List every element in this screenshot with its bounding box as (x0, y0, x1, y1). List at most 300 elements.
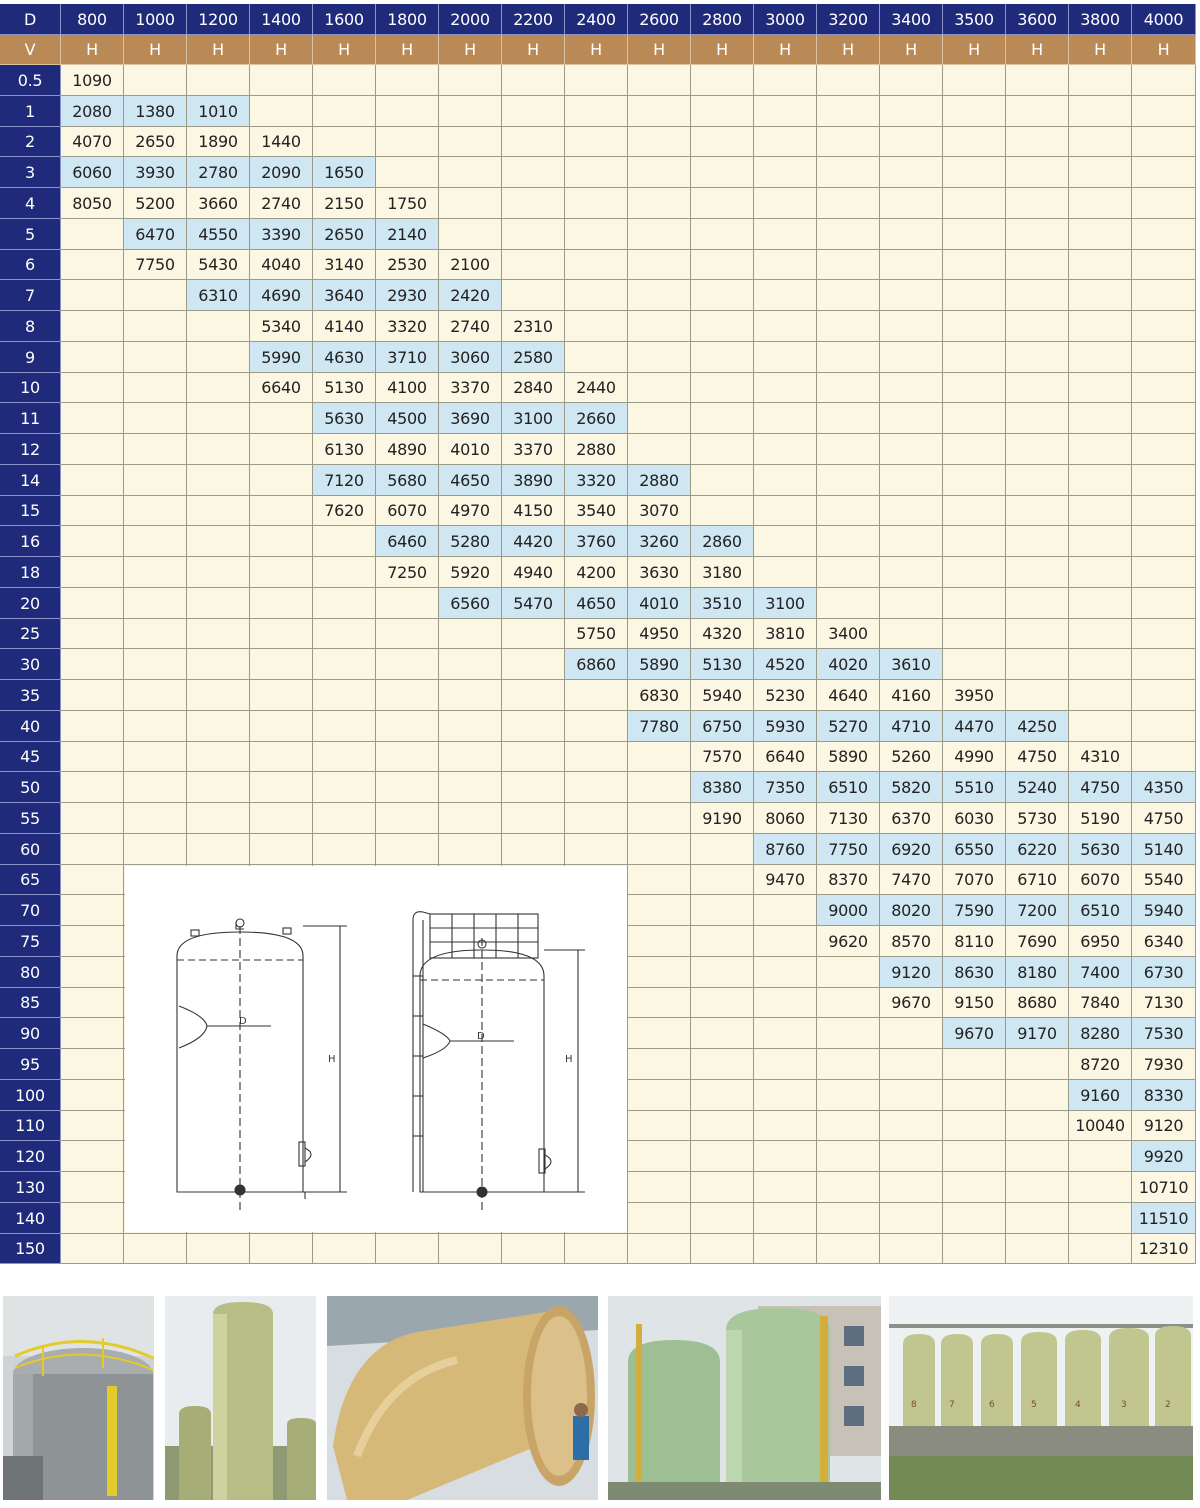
empty-cell (628, 342, 691, 373)
empty-cell (691, 1080, 754, 1111)
height-value-cell: 5130 (691, 649, 754, 680)
empty-cell (1006, 65, 1069, 96)
height-value-cell: 3690 (439, 403, 502, 434)
empty-cell (880, 65, 943, 96)
empty-cell (943, 465, 1006, 496)
height-value-cell: 4640 (817, 680, 880, 711)
empty-cell (124, 311, 187, 342)
empty-cell (439, 680, 502, 711)
height-value-cell: 5130 (313, 373, 376, 403)
empty-cell (61, 926, 124, 957)
empty-cell (124, 649, 187, 680)
empty-cell (817, 219, 880, 250)
empty-cell (124, 680, 187, 711)
empty-cell (124, 280, 187, 311)
height-value-cell: 9170 (1006, 1018, 1069, 1049)
tank-number: 8 (911, 1400, 917, 1410)
vertical-tank-left (177, 919, 347, 1211)
empty-cell (880, 403, 943, 434)
empty-cell (691, 834, 754, 865)
empty-cell (1132, 96, 1196, 127)
height-value-cell: 8060 (754, 803, 817, 834)
empty-cell (691, 342, 754, 373)
empty-cell (502, 1234, 565, 1264)
empty-cell (313, 803, 376, 834)
empty-cell (880, 157, 943, 188)
empty-cell (943, 96, 1006, 127)
empty-cell (817, 1080, 880, 1111)
height-value-cell: 4100 (376, 373, 439, 403)
empty-cell (1006, 649, 1069, 680)
height-value-cell: 6640 (250, 373, 313, 403)
empty-cell (880, 1018, 943, 1049)
height-value-cell: 9190 (691, 803, 754, 834)
volume-label: 18 (0, 557, 61, 588)
height-column-label: H (754, 35, 817, 65)
empty-cell (124, 711, 187, 742)
height-value-cell: 4750 (1006, 742, 1069, 772)
empty-cell (565, 311, 628, 342)
empty-cell (250, 65, 313, 96)
diameter-header: 800 (61, 4, 124, 35)
height-value-cell: 2840 (502, 373, 565, 403)
empty-cell (943, 1111, 1006, 1141)
empty-cell (1132, 157, 1196, 188)
empty-cell (943, 1234, 1006, 1264)
empty-cell (1069, 127, 1132, 157)
height-value-cell: 2140 (376, 219, 439, 250)
empty-cell (61, 557, 124, 588)
empty-cell (187, 772, 250, 803)
empty-cell (880, 342, 943, 373)
empty-cell (691, 157, 754, 188)
empty-cell (817, 1172, 880, 1203)
empty-cell (1069, 96, 1132, 127)
height-value-cell: 5280 (439, 526, 502, 557)
height-value-cell: 4160 (880, 680, 943, 711)
height-value-cell: 3370 (439, 373, 502, 403)
empty-cell (124, 434, 187, 465)
height-value-cell: 3540 (565, 496, 628, 526)
volume-label: 9 (0, 342, 61, 373)
empty-cell (61, 1203, 124, 1234)
height-value-cell: 6060 (61, 157, 124, 188)
empty-cell (61, 895, 124, 926)
height-column-label: H (124, 35, 187, 65)
diameter-header: 3000 (754, 4, 817, 35)
height-value-cell: 4650 (565, 588, 628, 619)
height-value-cell: 4750 (1069, 772, 1132, 803)
empty-cell (376, 619, 439, 649)
empty-cell (1006, 188, 1069, 219)
empty-cell (61, 588, 124, 619)
height-value-cell: 3390 (250, 219, 313, 250)
height-value-cell: 5680 (376, 465, 439, 496)
empty-cell (880, 311, 943, 342)
height-value-cell: 6550 (943, 834, 1006, 865)
diameter-header: 2400 (565, 4, 628, 35)
height-value-cell: 4970 (439, 496, 502, 526)
height-value-cell: 6310 (187, 280, 250, 311)
height-value-cell: 2660 (565, 403, 628, 434)
height-value-cell: 3890 (502, 465, 565, 496)
empty-cell (187, 649, 250, 680)
height-value-cell: 9470 (754, 865, 817, 895)
empty-cell (1132, 373, 1196, 403)
empty-cell (61, 1018, 124, 1049)
empty-cell (691, 957, 754, 988)
height-value-cell: 5240 (1006, 772, 1069, 803)
height-value-cell: 4710 (880, 711, 943, 742)
empty-cell (628, 250, 691, 280)
height-value-cell: 5890 (817, 742, 880, 772)
empty-cell (187, 403, 250, 434)
empty-cell (313, 619, 376, 649)
height-value-cell: 5340 (250, 311, 313, 342)
empty-cell (817, 588, 880, 619)
empty-cell (61, 250, 124, 280)
volume-label: 80 (0, 957, 61, 988)
empty-cell (187, 526, 250, 557)
volume-label: 11 (0, 403, 61, 434)
empty-cell (187, 711, 250, 742)
empty-cell (61, 649, 124, 680)
height-value-cell: 7750 (817, 834, 880, 865)
empty-cell (124, 342, 187, 373)
empty-cell (61, 403, 124, 434)
height-value-cell: 2080 (61, 96, 124, 127)
empty-cell (943, 1141, 1006, 1172)
empty-cell (502, 803, 565, 834)
volume-label: 10 (0, 373, 61, 403)
empty-cell (313, 96, 376, 127)
empty-cell (943, 1080, 1006, 1111)
empty-cell (628, 772, 691, 803)
height-value-cell: 6470 (124, 219, 187, 250)
height-value-cell: 8370 (817, 865, 880, 895)
height-value-cell: 6710 (1006, 865, 1069, 895)
empty-cell (565, 834, 628, 865)
empty-cell (1006, 1080, 1069, 1111)
empty-cell (1069, 465, 1132, 496)
empty-cell (376, 803, 439, 834)
empty-cell (754, 342, 817, 373)
empty-cell (880, 1172, 943, 1203)
height-value-cell: 1380 (124, 96, 187, 127)
empty-cell (250, 619, 313, 649)
empty-cell (376, 772, 439, 803)
height-value-cell: 2420 (439, 280, 502, 311)
height-value-cell: 6220 (1006, 834, 1069, 865)
empty-cell (628, 895, 691, 926)
empty-cell (124, 496, 187, 526)
empty-cell (817, 957, 880, 988)
height-value-cell: 2150 (313, 188, 376, 219)
height-value-cell: 2880 (628, 465, 691, 496)
height-value-cell: 8280 (1069, 1018, 1132, 1049)
height-value-cell: 8110 (943, 926, 1006, 957)
height-value-cell: 5140 (1132, 834, 1196, 865)
empty-cell (754, 188, 817, 219)
empty-cell (313, 742, 376, 772)
empty-cell (628, 1080, 691, 1111)
empty-cell (817, 1203, 880, 1234)
height-column-label: H (691, 35, 754, 65)
height-value-cell: 4470 (943, 711, 1006, 742)
height-value-cell: 5430 (187, 250, 250, 280)
height-value-cell: 3100 (502, 403, 565, 434)
height-value-cell: 9670 (943, 1018, 1006, 1049)
empty-cell (628, 1111, 691, 1141)
empty-cell (376, 680, 439, 711)
diameter-header: 3800 (1069, 4, 1132, 35)
height-value-cell: 4140 (313, 311, 376, 342)
empty-cell (754, 311, 817, 342)
volume-label: 85 (0, 988, 61, 1018)
empty-cell (313, 65, 376, 96)
empty-cell (754, 127, 817, 157)
height-value-cell: 9160 (1069, 1080, 1132, 1111)
empty-cell (1069, 342, 1132, 373)
empty-cell (817, 373, 880, 403)
empty-cell (943, 649, 1006, 680)
empty-cell (124, 403, 187, 434)
empty-cell (691, 1234, 754, 1264)
empty-cell (250, 680, 313, 711)
empty-cell (1069, 65, 1132, 96)
empty-cell (502, 188, 565, 219)
height-value-cell: 9000 (817, 895, 880, 926)
empty-cell (61, 434, 124, 465)
empty-cell (313, 1234, 376, 1264)
height-value-cell: 5940 (1132, 895, 1196, 926)
height-value-cell: 6560 (439, 588, 502, 619)
empty-cell (1006, 1049, 1069, 1080)
empty-cell (754, 1018, 817, 1049)
empty-cell (754, 280, 817, 311)
empty-cell (124, 834, 187, 865)
height-value-cell: 7750 (124, 250, 187, 280)
empty-cell (565, 219, 628, 250)
empty-cell (754, 96, 817, 127)
empty-cell (628, 1141, 691, 1172)
empty-cell (61, 711, 124, 742)
empty-cell (817, 1049, 880, 1080)
empty-cell (880, 496, 943, 526)
empty-cell (628, 957, 691, 988)
height-value-cell: 7530 (1132, 1018, 1196, 1049)
height-value-cell: 2740 (250, 188, 313, 219)
height-column-label: H (1006, 35, 1069, 65)
empty-cell (691, 496, 754, 526)
height-value-cell: 6950 (1069, 926, 1132, 957)
photo-green-tanks (608, 1296, 881, 1500)
height-value-cell: 3660 (187, 188, 250, 219)
height-value-cell: 7200 (1006, 895, 1069, 926)
empty-cell (628, 742, 691, 772)
empty-cell (250, 403, 313, 434)
empty-cell (439, 649, 502, 680)
height-value-cell: 7780 (628, 711, 691, 742)
height-value-cell: 8050 (61, 188, 124, 219)
empty-cell (187, 680, 250, 711)
height-value-cell: 5270 (817, 711, 880, 742)
empty-cell (943, 188, 1006, 219)
empty-cell (439, 127, 502, 157)
empty-cell (439, 65, 502, 96)
empty-cell (61, 1111, 124, 1141)
volume-label: 110 (0, 1111, 61, 1141)
empty-cell (1006, 619, 1069, 649)
tank-diagram (125, 866, 627, 1232)
empty-cell (439, 96, 502, 127)
empty-cell (1006, 1203, 1069, 1234)
height-value-cell: 5750 (565, 619, 628, 649)
volume-label: 70 (0, 895, 61, 926)
empty-cell (1006, 342, 1069, 373)
height-value-cell: 6130 (313, 434, 376, 465)
empty-cell (439, 834, 502, 865)
height-value-cell: 3140 (313, 250, 376, 280)
empty-cell (628, 96, 691, 127)
empty-cell (1132, 465, 1196, 496)
empty-cell (502, 250, 565, 280)
empty-cell (61, 496, 124, 526)
empty-cell (691, 219, 754, 250)
height-value-cell: 2440 (565, 373, 628, 403)
height-value-cell: 10710 (1132, 1172, 1196, 1203)
empty-cell (1069, 557, 1132, 588)
diameter-header: 2800 (691, 4, 754, 35)
height-value-cell: 6460 (376, 526, 439, 557)
height-value-cell: 4250 (1006, 711, 1069, 742)
empty-cell (817, 557, 880, 588)
empty-cell (1006, 496, 1069, 526)
empty-cell (313, 588, 376, 619)
empty-cell (1069, 680, 1132, 711)
height-value-cell: 5190 (1069, 803, 1132, 834)
empty-cell (943, 342, 1006, 373)
empty-cell (754, 1111, 817, 1141)
corner-v-label: V (0, 35, 61, 65)
height-value-cell: 3610 (880, 649, 943, 680)
volume-label: 150 (0, 1234, 61, 1264)
empty-cell (187, 1234, 250, 1264)
empty-cell (817, 1111, 880, 1141)
empty-cell (565, 772, 628, 803)
empty-cell (1006, 250, 1069, 280)
empty-cell (187, 742, 250, 772)
volume-label: 60 (0, 834, 61, 865)
height-value-cell: 3320 (376, 311, 439, 342)
empty-cell (817, 465, 880, 496)
volume-label: 5 (0, 219, 61, 250)
height-value-cell: 2880 (565, 434, 628, 465)
empty-cell (61, 1141, 124, 1172)
empty-cell (1069, 250, 1132, 280)
height-value-cell: 4150 (502, 496, 565, 526)
empty-cell (880, 526, 943, 557)
empty-cell (1006, 680, 1069, 711)
empty-cell (880, 280, 943, 311)
empty-cell (754, 557, 817, 588)
empty-cell (817, 250, 880, 280)
empty-cell (250, 434, 313, 465)
height-value-cell: 6730 (1132, 957, 1196, 988)
height-column-label: H (439, 35, 502, 65)
empty-cell (565, 711, 628, 742)
empty-cell (124, 742, 187, 772)
empty-cell (1069, 711, 1132, 742)
empty-cell (313, 680, 376, 711)
height-value-cell: 3070 (628, 496, 691, 526)
empty-cell (1006, 526, 1069, 557)
empty-cell (880, 373, 943, 403)
empty-cell (880, 1234, 943, 1264)
height-value-cell: 4500 (376, 403, 439, 434)
empty-cell (565, 1234, 628, 1264)
left-diameter-label: D (239, 1016, 247, 1027)
empty-cell (628, 157, 691, 188)
volume-label: 55 (0, 803, 61, 834)
height-value-cell: 4420 (502, 526, 565, 557)
tank-number: 3 (1121, 1400, 1127, 1410)
height-value-cell: 7470 (880, 865, 943, 895)
volume-label: 40 (0, 711, 61, 742)
empty-cell (439, 1234, 502, 1264)
volume-label: 2 (0, 127, 61, 157)
height-value-cell: 3630 (628, 557, 691, 588)
empty-cell (943, 65, 1006, 96)
empty-cell (943, 311, 1006, 342)
empty-cell (250, 742, 313, 772)
empty-cell (61, 680, 124, 711)
height-value-cell: 7570 (691, 742, 754, 772)
height-value-cell: 8330 (1132, 1080, 1196, 1111)
empty-cell (628, 311, 691, 342)
height-value-cell: 4070 (61, 127, 124, 157)
vertical-tank-right (413, 912, 585, 1211)
height-value-cell: 12310 (1132, 1234, 1196, 1264)
empty-cell (1132, 496, 1196, 526)
empty-cell (313, 834, 376, 865)
empty-cell (754, 957, 817, 988)
empty-cell (628, 865, 691, 895)
empty-cell (124, 803, 187, 834)
height-value-cell: 6030 (943, 803, 1006, 834)
empty-cell (691, 988, 754, 1018)
empty-cell (1069, 403, 1132, 434)
empty-cell (1132, 219, 1196, 250)
empty-cell (61, 988, 124, 1018)
height-value-cell: 3640 (313, 280, 376, 311)
empty-cell (943, 250, 1006, 280)
height-value-cell: 8680 (1006, 988, 1069, 1018)
height-value-cell: 3320 (565, 465, 628, 496)
empty-cell (61, 865, 124, 895)
empty-cell (754, 403, 817, 434)
empty-cell (1132, 557, 1196, 588)
empty-cell (313, 526, 376, 557)
empty-cell (250, 588, 313, 619)
height-value-cell: 9120 (1132, 1111, 1196, 1141)
empty-cell (61, 311, 124, 342)
height-value-cell: 2580 (502, 342, 565, 373)
empty-cell (502, 711, 565, 742)
empty-cell (1006, 127, 1069, 157)
height-column-label: H (313, 35, 376, 65)
empty-cell (628, 1234, 691, 1264)
